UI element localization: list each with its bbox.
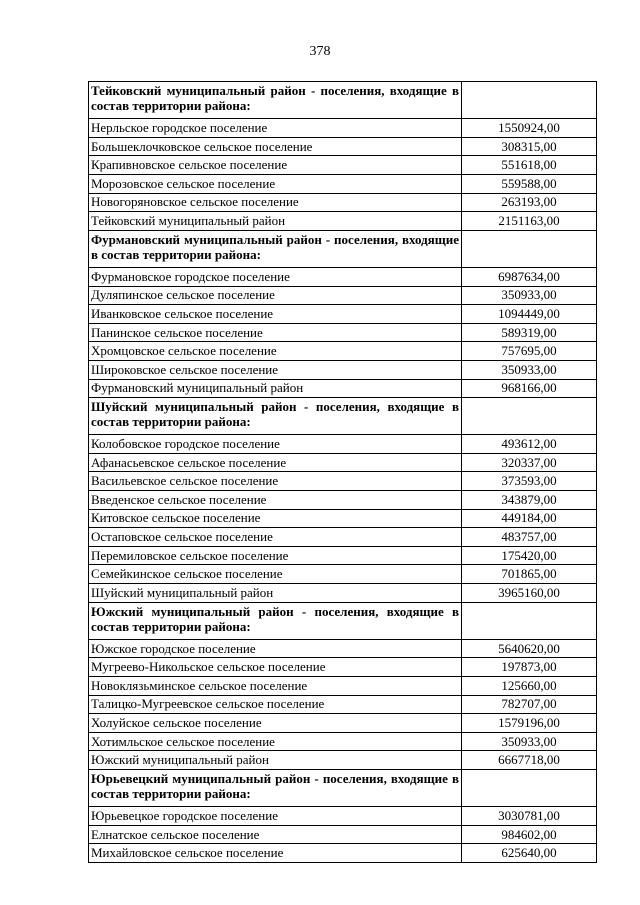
budget-table: [88, 81, 597, 863]
amount-cell: 5640620,00: [462, 639, 597, 658]
table-row: [89, 825, 597, 844]
amount-cell: 782707,00: [462, 695, 597, 714]
amount-cell: 350933,00: [462, 732, 597, 751]
table-row: [89, 565, 597, 584]
settlement-name-cell: Панинское сельское поселение: [89, 323, 462, 342]
settlement-name-cell: Васильевское сельское поселение: [89, 472, 462, 491]
table-row: [89, 639, 597, 658]
table-row: [89, 267, 597, 286]
settlement-name-cell: Хромцовское сельское поселение: [89, 342, 462, 361]
settlement-name-cell: Фурмановский муниципальный район: [89, 379, 462, 398]
settlement-name-cell: Колобовское городское поселение: [89, 435, 462, 454]
table-row: [89, 119, 597, 138]
district-header-cell: Южский муниципальный район - поселения, входящие в состав территории района:: [89, 602, 462, 639]
settlement-name-cell: Остаповское сельское поселение: [89, 528, 462, 547]
settlement-name-cell: Широковское сельское поселение: [89, 360, 462, 379]
district-header-cell: Шуйский муниципальный район - поселения, входящие в состав территории района:: [89, 398, 462, 435]
amount-cell: 3965160,00: [462, 584, 597, 603]
settlement-name-cell: Введенское сельское поселение: [89, 491, 462, 510]
amount-cell: 483757,00: [462, 528, 597, 547]
amount-cell: 308315,00: [462, 137, 597, 156]
amount-cell: [462, 82, 597, 119]
settlement-name-cell: Михайловское сельское поселение: [89, 844, 462, 863]
amount-cell: 757695,00: [462, 342, 597, 361]
amount-cell: 263193,00: [462, 193, 597, 212]
district-header-row: [89, 230, 597, 267]
settlement-name-cell: Большеклочковское сельское поселение: [89, 137, 462, 156]
amount-cell: 350933,00: [462, 286, 597, 305]
amount-cell: 373593,00: [462, 472, 597, 491]
district-header-cell: Тейковский муниципальный район - поселения, входящие в состав территории района:: [89, 82, 462, 119]
table-row: [89, 584, 597, 603]
amount-cell: 701865,00: [462, 565, 597, 584]
settlement-name-cell: Китовское сельское поселение: [89, 509, 462, 528]
amount-cell: 350933,00: [462, 360, 597, 379]
amount-cell: 449184,00: [462, 509, 597, 528]
table-row: [89, 751, 597, 770]
amount-cell: [462, 602, 597, 639]
amount-cell: 589319,00: [462, 323, 597, 342]
amount-cell: 175420,00: [462, 546, 597, 565]
settlement-name-cell: Крапивновское сельское поселение: [89, 156, 462, 175]
table-row: [89, 807, 597, 826]
amount-cell: 197873,00: [462, 658, 597, 677]
amount-cell: 984602,00: [462, 825, 597, 844]
table-body: [89, 82, 597, 863]
settlement-name-cell: Елнатское сельское поселение: [89, 825, 462, 844]
table-row: [89, 212, 597, 231]
settlement-name-cell: Тейковский муниципальный район: [89, 212, 462, 231]
table-row: [89, 305, 597, 324]
settlement-name-cell: Южское городское поселение: [89, 639, 462, 658]
settlement-name-cell: Фурмановское городское поселение: [89, 267, 462, 286]
table-row: [89, 360, 597, 379]
amount-cell: 1579196,00: [462, 714, 597, 733]
amount-cell: 968166,00: [462, 379, 597, 398]
settlement-name-cell: Морозовское сельское поселение: [89, 174, 462, 193]
settlement-name-cell: Шуйский муниципальный район: [89, 584, 462, 603]
settlement-name-cell: Дуляпинское сельское поселение: [89, 286, 462, 305]
amount-cell: 551618,00: [462, 156, 597, 175]
table-row: [89, 677, 597, 696]
settlement-name-cell: Талицко-Мугреевское сельское поселение: [89, 695, 462, 714]
table-row: [89, 453, 597, 472]
amount-cell: 320337,00: [462, 453, 597, 472]
district-header-cell: Фурмановский муниципальный район - поселения, входящие в состав территории района:: [89, 230, 462, 267]
table-row: [89, 137, 597, 156]
table-row: [89, 472, 597, 491]
table-row: [89, 732, 597, 751]
settlement-name-cell: Семейкинское сельское поселение: [89, 565, 462, 584]
amount-cell: 1550924,00: [462, 119, 597, 138]
table-row: [89, 714, 597, 733]
settlement-name-cell: Афанасьевское сельское поселение: [89, 453, 462, 472]
table-row: [89, 174, 597, 193]
table-row: [89, 193, 597, 212]
table-row: [89, 546, 597, 565]
amount-cell: 493612,00: [462, 435, 597, 454]
table-row: [89, 435, 597, 454]
amount-cell: 1094449,00: [462, 305, 597, 324]
amount-cell: 6667718,00: [462, 751, 597, 770]
amount-cell: [462, 230, 597, 267]
table-row: [89, 323, 597, 342]
amount-cell: [462, 398, 597, 435]
settlement-name-cell: Иванковское сельское поселение: [89, 305, 462, 324]
amount-cell: 2151163,00: [462, 212, 597, 231]
table-row: [89, 379, 597, 398]
district-header-row: [89, 769, 597, 806]
table-row: [89, 286, 597, 305]
district-header-row: [89, 602, 597, 639]
district-header-cell: Юрьевецкий муниципальный район - поселения, входящие в состав территории района:: [89, 769, 462, 806]
table-row: [89, 844, 597, 863]
settlement-name-cell: Мугреево-Никольское сельское поселение: [89, 658, 462, 677]
amount-cell: 625640,00: [462, 844, 597, 863]
amount-cell: 3030781,00: [462, 807, 597, 826]
settlement-name-cell: Южский муниципальный район: [89, 751, 462, 770]
amount-cell: 559588,00: [462, 174, 597, 193]
table-row: [89, 491, 597, 510]
table-row: [89, 509, 597, 528]
settlement-name-cell: Хотимльское сельское поселение: [89, 732, 462, 751]
district-header-row: [89, 82, 597, 119]
settlement-name-cell: Нерльское городское поселение: [89, 119, 462, 138]
district-header-row: [89, 398, 597, 435]
table-row: [89, 695, 597, 714]
amount-cell: 343879,00: [462, 491, 597, 510]
settlement-name-cell: Холуйское сельское поселение: [89, 714, 462, 733]
amount-cell: [462, 769, 597, 806]
table-row: [89, 342, 597, 361]
settlement-name-cell: Юрьевецкое городское поселение: [89, 807, 462, 826]
amount-cell: 125660,00: [462, 677, 597, 696]
amount-cell: 6987634,00: [462, 267, 597, 286]
table-row: [89, 658, 597, 677]
page-number: 378: [309, 44, 331, 59]
table-row: [89, 156, 597, 175]
settlement-name-cell: Перемиловское сельское поселение: [89, 546, 462, 565]
settlement-name-cell: Новоклязьминское сельское поселение: [89, 677, 462, 696]
settlement-name-cell: Новогоряновское сельское поселение: [89, 193, 462, 212]
table-row: [89, 528, 597, 547]
